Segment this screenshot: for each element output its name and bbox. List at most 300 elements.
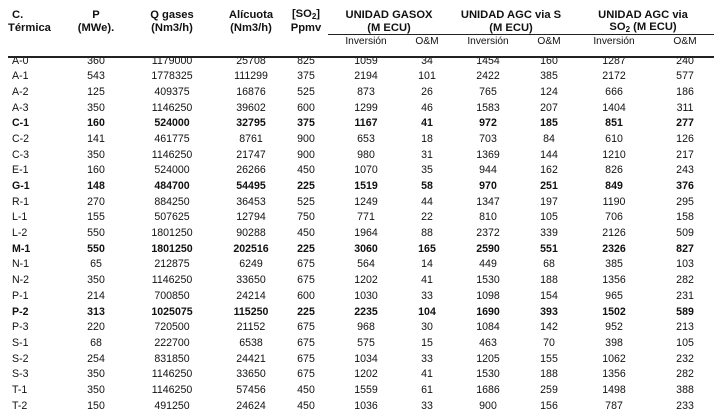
cell-agc-so2-inversion: 851	[605, 117, 623, 130]
table-row	[8, 84, 714, 100]
cell-q-gases: 1801250	[151, 227, 193, 240]
table-body	[8, 47, 714, 414]
header-agc-s-inversion: Inversión	[450, 35, 526, 48]
table-row	[8, 131, 714, 147]
cell-q-gases: 1801250	[151, 242, 193, 255]
cell-gasox-inversion: 1299	[354, 101, 378, 114]
cell-alicuota: 33650	[236, 274, 266, 287]
cell-agc-so2-om: 232	[676, 352, 694, 365]
cell-so2-ppmv: 675	[297, 368, 315, 381]
cell-q-gases: 1146250	[151, 368, 193, 381]
cell-q-gases: 884250	[154, 195, 190, 208]
cell-agc-so2-om: 213	[676, 321, 694, 334]
cell-power-mwe: 313	[87, 305, 105, 318]
cell-agc-s-inversion: 1098	[476, 289, 500, 302]
cell-q-gases: 507625	[154, 211, 190, 224]
header-gasox-l2: (M ECU)	[367, 21, 411, 34]
cell-gasox-inversion: 1059	[354, 54, 378, 67]
cell-so2-ppmv: 450	[297, 227, 315, 240]
header-termica-l1: C.	[12, 8, 24, 21]
cell-agc-s-inversion: 1690	[476, 305, 500, 318]
cell-agc-so2-inversion: 826	[605, 164, 623, 177]
cell-q-gases: 524000	[154, 164, 190, 177]
cell-alicuota: 16876	[236, 85, 266, 98]
cell-q-gases: 1146250	[151, 148, 193, 161]
cell-agc-so2-om: 388	[676, 383, 694, 396]
cell-alicuota: 33650	[236, 368, 266, 381]
header-agc-s-l1: UNIDAD AGC via S	[460, 8, 562, 21]
cell-agc-so2-om: 589	[676, 305, 694, 318]
cell-plant-code: P-3	[12, 321, 29, 334]
table-row	[8, 226, 714, 242]
cell-power-mwe: 214	[87, 289, 105, 302]
cell-agc-s-om: 251	[540, 180, 558, 193]
cell-agc-s-om: 84	[543, 132, 555, 145]
cell-agc-so2-inversion: 1498	[602, 383, 626, 396]
cell-gasox-om: 33	[421, 399, 433, 412]
cell-gasox-inversion: 1964	[354, 227, 378, 240]
cell-agc-s-inversion: 2590	[476, 242, 500, 255]
cell-gasox-om: 30	[421, 321, 433, 334]
cell-power-mwe: 550	[87, 242, 105, 255]
cell-agc-so2-inversion: 965	[605, 289, 623, 302]
cell-gasox-inversion: 575	[357, 336, 375, 349]
cell-agc-s-inversion: 463	[479, 336, 497, 349]
header-agc-s-om: O&M	[526, 35, 572, 48]
cell-agc-so2-inversion: 1404	[602, 101, 626, 114]
cell-gasox-inversion: 771	[357, 211, 375, 224]
cell-so2-ppmv: 600	[297, 289, 315, 302]
cell-agc-so2-om: 282	[676, 368, 694, 381]
cell-agc-so2-inversion: 1287	[602, 54, 626, 67]
header-divider-line	[8, 56, 714, 58]
cell-alicuota: 36453	[236, 195, 266, 208]
cell-agc-so2-om: 126	[676, 132, 694, 145]
cell-agc-so2-inversion: 1356	[602, 274, 626, 287]
table-row	[8, 210, 714, 226]
cell-alicuota: 57456	[236, 383, 266, 396]
cell-q-gases: 1146250	[151, 101, 193, 114]
header-gasox-om: O&M	[404, 35, 450, 48]
cell-agc-so2-inversion: 385	[605, 258, 623, 271]
header-so2-l1	[284, 6, 328, 21]
table-row	[8, 100, 714, 116]
cell-so2-ppmv: 375	[297, 117, 315, 130]
cell-alicuota: 6538	[239, 336, 263, 349]
cell-gasox-inversion: 1036	[354, 399, 378, 412]
cell-gasox-om: 58	[421, 180, 433, 193]
cell-gasox-om: 33	[421, 352, 433, 365]
agc-so2-text: SO	[609, 21, 626, 33]
cell-q-gases: 222700	[154, 336, 190, 349]
cell-agc-s-inversion: 1530	[476, 274, 500, 287]
cell-gasox-om: 101	[418, 70, 436, 83]
header-blank-3	[126, 35, 218, 48]
cell-alicuota: 24214	[236, 289, 266, 302]
cell-agc-s-inversion: 1686	[476, 383, 500, 396]
cell-q-gases: 524000	[154, 117, 190, 130]
cell-q-gases: 461775	[154, 132, 190, 145]
cell-agc-s-om: 188	[540, 274, 558, 287]
cell-so2-ppmv: 675	[297, 352, 315, 365]
so2-bracket-text: [SO	[291, 8, 312, 20]
cell-agc-so2-om: 240	[676, 54, 694, 67]
cell-agc-so2-inversion: 952	[605, 321, 623, 334]
cell-agc-s-om: 105	[540, 211, 558, 224]
cell-gasox-inversion: 1070	[354, 164, 378, 177]
header-agc-so2-l2	[572, 21, 714, 35]
cell-gasox-om: 104	[418, 305, 436, 318]
cell-agc-s-inversion: 1530	[476, 368, 500, 381]
cell-gasox-inversion: 1519	[354, 180, 378, 193]
table-row	[8, 147, 714, 163]
cell-agc-so2-om: 509	[676, 227, 694, 240]
cell-agc-s-om: 142	[540, 321, 558, 334]
header-agc-so2-inversion: Inversión	[572, 35, 656, 48]
header-agc-so2-om: O&M	[656, 35, 714, 48]
cell-q-gases: 720500	[154, 321, 190, 334]
cell-gasox-om: 41	[421, 368, 433, 381]
cell-gasox-om: 26	[421, 85, 433, 98]
cell-alicuota: 24624	[236, 399, 266, 412]
cell-alicuota: 24421	[236, 352, 266, 365]
cell-plant-code: C-2	[12, 132, 30, 145]
cell-agc-s-inversion: 900	[479, 399, 497, 412]
so2-subscript: 2	[311, 12, 317, 21]
cell-gasox-om: 33	[421, 289, 433, 302]
cell-agc-so2-inversion: 849	[605, 180, 623, 193]
cell-gasox-om: 18	[421, 132, 433, 145]
cell-plant-code: S-3	[12, 368, 29, 381]
cell-agc-so2-om: 311	[676, 101, 694, 114]
header-blank-5	[284, 35, 328, 48]
cell-agc-so2-inversion: 2326	[602, 242, 626, 255]
cell-plant-code: A-3	[12, 101, 29, 114]
cell-agc-s-inversion: 449	[479, 258, 497, 271]
cell-agc-s-om: 160	[540, 54, 558, 67]
cell-agc-s-inversion: 1454	[476, 54, 500, 67]
cell-q-gases: 491250	[154, 399, 190, 412]
cell-so2-ppmv: 450	[297, 383, 315, 396]
cell-gasox-inversion: 1202	[354, 274, 378, 287]
cell-plant-code: L-1	[12, 211, 28, 224]
cell-power-mwe: 150	[87, 399, 105, 412]
cell-gasox-inversion: 980	[357, 148, 375, 161]
cell-gasox-inversion: 653	[357, 132, 375, 145]
cell-so2-ppmv: 225	[297, 305, 315, 318]
cell-power-mwe: 148	[87, 180, 105, 193]
cell-plant-code: A-2	[12, 85, 29, 98]
table-row	[8, 304, 714, 320]
cell-power-mwe: 125	[87, 85, 105, 98]
cell-gasox-om: 46	[421, 101, 433, 114]
cell-alicuota: 202516	[233, 242, 269, 255]
cell-agc-so2-om: 277	[676, 117, 694, 130]
cell-gasox-om: 88	[421, 227, 433, 240]
cell-power-mwe: 350	[87, 368, 105, 381]
cell-q-gases: 1146250	[151, 383, 193, 396]
cell-plant-code: L-2	[12, 227, 28, 240]
cell-agc-s-om: 197	[540, 195, 558, 208]
cell-agc-so2-inversion: 1210	[602, 148, 626, 161]
cell-q-gases: 484700	[154, 180, 190, 193]
cell-agc-s-om: 154	[540, 289, 558, 302]
cell-agc-so2-om: 186	[676, 85, 694, 98]
cell-so2-ppmv: 750	[297, 211, 315, 224]
cell-plant-code: R-1	[12, 195, 30, 208]
table-row	[8, 367, 714, 383]
cell-agc-s-inversion: 944	[479, 164, 497, 177]
cell-power-mwe: 550	[87, 227, 105, 240]
header-gasox-inversion: Inversión	[328, 35, 404, 48]
header-agc-s-l2: (M ECU)	[489, 21, 533, 34]
cell-agc-so2-inversion: 2126	[602, 227, 626, 240]
cell-power-mwe: 155	[87, 211, 105, 224]
cell-gasox-inversion: 873	[357, 85, 375, 98]
header-power-l1: P	[92, 8, 100, 21]
cell-power-mwe: 350	[87, 274, 105, 287]
table-row	[8, 257, 714, 273]
cell-agc-s-om: 156	[540, 399, 558, 412]
cell-agc-so2-om: 103	[676, 258, 694, 271]
cell-agc-so2-om: 827	[676, 242, 694, 255]
cell-agc-s-om: 207	[540, 101, 558, 114]
cell-so2-ppmv: 600	[297, 101, 315, 114]
cell-plant-code: N-2	[12, 274, 30, 287]
cell-gasox-inversion: 968	[357, 321, 375, 334]
cell-agc-so2-om: 233	[676, 399, 694, 412]
cell-agc-so2-om: 217	[676, 148, 694, 161]
cell-agc-s-om: 259	[540, 383, 558, 396]
cell-power-mwe: 65	[90, 258, 102, 271]
cell-agc-s-inversion: 810	[479, 211, 497, 224]
cell-power-mwe: 254	[87, 352, 105, 365]
cell-plant-code: S-1	[12, 336, 29, 349]
table-row	[8, 194, 714, 210]
cell-gasox-inversion: 2194	[354, 70, 378, 83]
table-row	[8, 163, 714, 179]
cell-q-gases: 1778325	[151, 70, 193, 83]
cell-agc-s-om: 68	[543, 258, 555, 271]
cell-so2-ppmv: 900	[297, 132, 315, 145]
agc-so2-unit: (M ECU)	[630, 21, 677, 33]
header-alicuota-l1: Alícuota	[228, 8, 274, 21]
cell-power-mwe: 160	[87, 117, 105, 130]
cell-agc-s-om: 144	[540, 148, 558, 161]
cell-agc-s-inversion: 765	[479, 85, 497, 98]
cell-gasox-inversion: 1030	[354, 289, 378, 302]
table-row	[8, 69, 714, 85]
cell-q-gases: 1146250	[151, 274, 193, 287]
header-qgases-l1: Q gases	[150, 8, 194, 21]
cell-gasox-om: 14	[421, 258, 433, 271]
cell-gasox-om: 22	[421, 211, 433, 224]
cell-agc-s-om: 551	[540, 242, 558, 255]
cell-alicuota: 21152	[236, 321, 266, 334]
cell-so2-ppmv: 900	[297, 148, 315, 161]
cell-agc-so2-inversion: 706	[605, 211, 623, 224]
table-row	[8, 351, 714, 367]
cell-plant-code: E-1	[12, 164, 29, 177]
cell-plant-code: A-1	[12, 70, 29, 83]
cell-gasox-om: 61	[421, 383, 433, 396]
cell-alicuota: 111299	[234, 70, 268, 83]
cell-so2-ppmv: 375	[297, 70, 315, 83]
agc-so2-subscript: 2	[625, 25, 631, 34]
cell-alicuota: 6249	[239, 258, 263, 271]
header-gasox-l1: UNIDAD GASOX	[345, 8, 433, 21]
cell-agc-s-inversion: 1084	[476, 321, 500, 334]
cell-agc-so2-inversion: 787	[605, 399, 623, 412]
cell-power-mwe: 68	[90, 336, 102, 349]
cell-so2-ppmv: 450	[297, 164, 315, 177]
header-power-l2: (MWe).	[77, 22, 115, 35]
cell-agc-s-inversion: 703	[479, 132, 497, 145]
cell-q-gases: 1179000	[151, 54, 193, 67]
cell-gasox-inversion: 1559	[354, 383, 378, 396]
cell-alicuota: 54495	[236, 180, 266, 193]
cell-power-mwe: 270	[87, 195, 105, 208]
cell-so2-ppmv: 525	[297, 85, 315, 98]
cell-gasox-om: 44	[421, 195, 433, 208]
cell-agc-s-inversion: 2422	[476, 70, 500, 83]
cell-plant-code: T-1	[12, 383, 28, 396]
cell-agc-so2-inversion: 610	[605, 132, 623, 145]
cell-agc-s-inversion: 1583	[476, 101, 500, 114]
cell-q-gases: 831850	[154, 352, 190, 365]
table-row	[8, 335, 714, 351]
header-blank-4	[218, 35, 284, 48]
cell-gasox-om: 34	[421, 54, 433, 67]
so2-bracket-close: ]	[316, 8, 321, 20]
cell-power-mwe: 350	[87, 148, 105, 161]
cell-alicuota: 39602	[236, 101, 266, 114]
cell-plant-code: A-0	[12, 54, 29, 67]
cell-agc-s-inversion: 972	[479, 117, 497, 130]
cell-plant-code: C-1	[12, 117, 30, 130]
cell-agc-s-inversion: 970	[479, 180, 497, 193]
cell-q-gases: 1025075	[151, 305, 193, 318]
table-row	[8, 382, 714, 398]
cell-so2-ppmv: 675	[297, 274, 315, 287]
table-row	[8, 398, 714, 414]
cell-gasox-inversion: 3060	[354, 242, 378, 255]
cell-gasox-om: 35	[421, 164, 433, 177]
cell-alicuota: 32795	[236, 117, 266, 130]
cell-q-gases: 212875	[154, 258, 190, 271]
cell-agc-so2-om: 105	[676, 336, 694, 349]
cell-gasox-inversion: 1167	[354, 117, 378, 130]
cell-alicuota: 90288	[236, 227, 266, 240]
table-row	[8, 116, 714, 132]
cell-agc-s-om: 155	[540, 352, 558, 365]
header-alicuota-l2: (Nm3/h)	[230, 22, 272, 35]
cell-agc-so2-inversion: 1502	[602, 305, 626, 318]
cell-gasox-inversion: 564	[357, 258, 375, 271]
cell-power-mwe: 220	[87, 321, 105, 334]
cell-so2-ppmv: 225	[297, 242, 315, 255]
cell-agc-so2-om: 577	[676, 70, 694, 83]
cell-agc-so2-om: 243	[676, 164, 694, 177]
cell-power-mwe: 141	[87, 132, 105, 145]
cell-agc-s-om: 185	[540, 117, 558, 130]
cell-plant-code: T-2	[12, 399, 28, 412]
cell-agc-so2-om: 295	[676, 195, 694, 208]
cell-agc-s-inversion: 1205	[476, 352, 500, 365]
table-row	[8, 241, 714, 257]
cell-agc-so2-inversion: 1062	[602, 352, 626, 365]
cell-agc-so2-inversion: 666	[605, 85, 623, 98]
cell-agc-so2-inversion: 2172	[602, 70, 626, 83]
cell-agc-so2-om: 282	[676, 274, 694, 287]
cell-gasox-om: 165	[418, 242, 436, 255]
cell-so2-ppmv: 675	[297, 321, 315, 334]
cell-gasox-om: 41	[421, 117, 433, 130]
cell-so2-ppmv: 525	[297, 195, 315, 208]
cell-alicuota: 12794	[236, 211, 266, 224]
cell-alicuota: 21747	[236, 148, 266, 161]
cell-q-gases: 700850	[154, 289, 190, 302]
cell-gasox-inversion: 1034	[354, 352, 378, 365]
cell-agc-s-om: 385	[540, 70, 558, 83]
cell-power-mwe: 543	[87, 70, 105, 83]
thermal-plants-cost-table	[8, 6, 714, 414]
cell-plant-code: P-1	[12, 289, 29, 302]
cell-agc-s-om: 124	[540, 85, 558, 98]
cell-plant-code: M-1	[12, 242, 31, 255]
cell-alicuota: 26266	[236, 164, 266, 177]
cell-agc-s-inversion: 2372	[476, 227, 500, 240]
cell-agc-s-om: 393	[540, 305, 558, 318]
cell-plant-code: S-2	[12, 352, 29, 365]
cell-gasox-inversion: 2235	[354, 305, 378, 318]
cell-gasox-om: 15	[421, 336, 433, 349]
cell-gasox-inversion: 1202	[354, 368, 378, 381]
cell-gasox-om: 41	[421, 274, 433, 287]
cell-power-mwe: 160	[87, 164, 105, 177]
cell-agc-s-om: 70	[543, 336, 555, 349]
cell-power-mwe: 350	[87, 101, 105, 114]
cell-plant-code: P-2	[12, 305, 29, 318]
cell-so2-ppmv: 675	[297, 336, 315, 349]
table-row	[8, 273, 714, 289]
cell-agc-so2-om: 376	[676, 180, 694, 193]
header-termica-l2: Térmica	[8, 22, 51, 35]
table-row	[8, 288, 714, 304]
table-row	[8, 320, 714, 336]
cell-agc-s-inversion: 1347	[476, 195, 500, 208]
table-row	[8, 179, 714, 195]
cell-alicuota: 8761	[239, 132, 263, 145]
cell-so2-ppmv: 825	[297, 54, 315, 67]
cell-agc-so2-inversion: 1356	[602, 368, 626, 381]
cell-so2-ppmv: 675	[297, 258, 315, 271]
cell-agc-so2-om: 231	[676, 289, 694, 302]
cell-gasox-om: 31	[421, 148, 433, 161]
cell-plant-code: G-1	[12, 180, 30, 193]
cell-gasox-inversion: 1249	[354, 195, 378, 208]
cell-plant-code: C-3	[12, 148, 30, 161]
header-qgases-l2: (Nm3/h)	[151, 22, 193, 35]
header-blank-2	[66, 35, 126, 48]
cell-power-mwe: 350	[87, 383, 105, 396]
cell-alicuota: 115250	[233, 305, 269, 318]
cell-agc-s-om: 188	[540, 368, 558, 381]
cell-so2-ppmv: 450	[297, 399, 315, 412]
cell-agc-s-inversion: 1369	[476, 148, 500, 161]
cell-alicuota: 25708	[236, 54, 266, 67]
header-blank-1	[8, 35, 66, 48]
